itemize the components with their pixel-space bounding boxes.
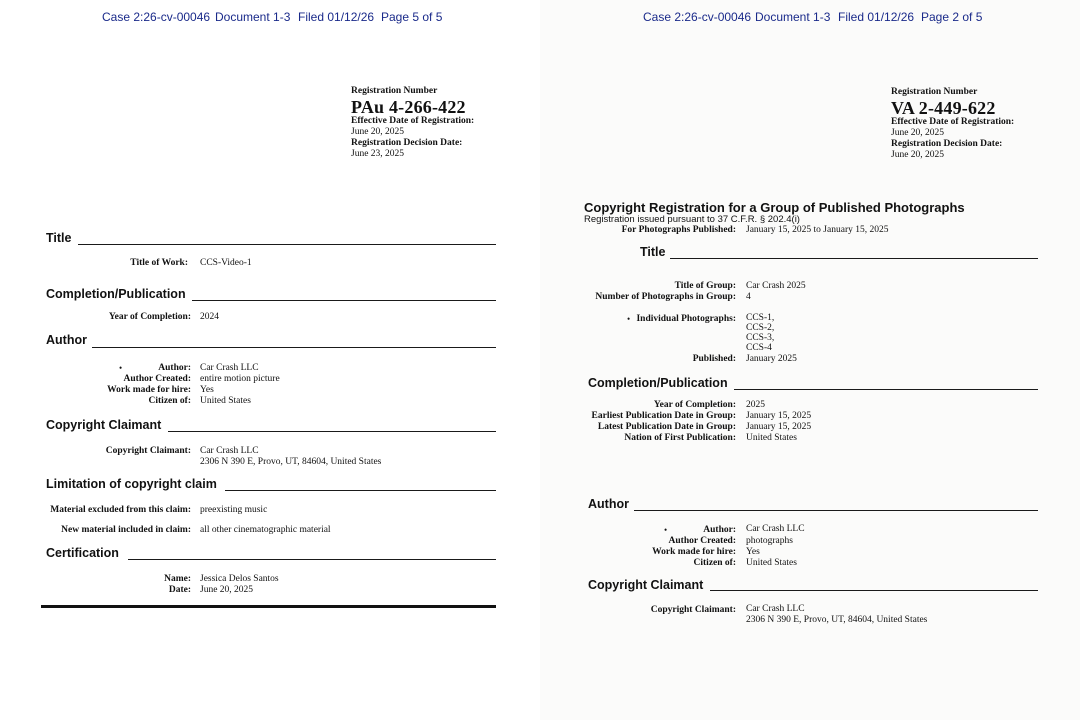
latest-publication-date: January 15, 2025 xyxy=(746,422,812,432)
claimant-address: 2306 N 390 E, Provo, UT, 84604, United States xyxy=(200,457,382,467)
certifier-name: Jessica Delos Santos xyxy=(200,574,279,584)
nation-first-publication-label: Nation of First Publication: xyxy=(624,433,736,443)
section-rule xyxy=(634,510,1038,511)
citizen-of: United States xyxy=(200,396,251,406)
decision-date: June 20, 2025 xyxy=(891,150,945,160)
individual-photographs-label: Individual Photographs: xyxy=(636,314,736,324)
photographs-published-label: For Photographs Published: xyxy=(621,225,736,235)
page-number: Page 5 of 5 xyxy=(381,10,443,24)
year-of-completion: 2024 xyxy=(200,312,219,322)
list-bullet: • xyxy=(664,525,668,535)
title-of-group-label: Title of Group: xyxy=(674,281,736,291)
section-rule xyxy=(734,389,1038,390)
title-of-work: CCS-Video-1 xyxy=(200,258,252,268)
section-author-heading: Author xyxy=(588,497,629,511)
section-title-heading: Title xyxy=(640,245,666,259)
section-rule xyxy=(128,559,496,560)
published-label: Published: xyxy=(692,354,736,364)
material-excluded-label: Material excluded from this claim: xyxy=(50,505,191,515)
section-claimant-heading: Copyright Claimant xyxy=(46,418,162,432)
effective-date: June 20, 2025 xyxy=(891,128,945,138)
filed-date: Filed 01/12/26 xyxy=(298,10,375,24)
section-rule xyxy=(670,258,1038,259)
page-number: Page 2 of 5 xyxy=(921,10,983,24)
section-rule xyxy=(192,300,496,301)
claimant-address: 2306 N 390 E, Provo, UT, 84604, United States xyxy=(746,615,928,625)
citizen-of: United States xyxy=(746,558,797,568)
citizen-label: Citizen of: xyxy=(693,558,736,568)
author-name: Car Crash LLC xyxy=(200,363,259,373)
new-material-label: New material included in claim: xyxy=(61,525,191,535)
section-completion-heading: Completion/Publication xyxy=(588,376,728,390)
latest-publication-label: Latest Publication Date in Group: xyxy=(597,422,736,432)
section-rule xyxy=(225,490,496,491)
document-number: Document 1-3 xyxy=(215,10,291,24)
section-title-heading: Title xyxy=(46,231,72,245)
photographs-published-range: January 15, 2025 to January 15, 2025 xyxy=(746,225,889,235)
section-rule xyxy=(78,244,496,245)
registration-number-label: Registration Number xyxy=(351,86,438,96)
individual-photo: CCS-2, xyxy=(746,323,775,333)
registration-number: PAu 4-266-422 xyxy=(351,97,466,117)
work-for-hire: Yes xyxy=(746,547,760,557)
certification-date-label: Date: xyxy=(168,585,191,595)
decision-date-label: Registration Decision Date: xyxy=(351,138,463,148)
case-number: Case 2:26-cv-00046 xyxy=(102,10,211,24)
title-of-group: Car Crash 2025 xyxy=(746,281,806,291)
published-date: January 2025 xyxy=(746,354,797,364)
copyright-claimant-label: Copyright Claimant: xyxy=(650,605,736,615)
year-of-completion: 2025 xyxy=(746,400,765,410)
list-bullet: • xyxy=(627,314,631,324)
nation-first-publication: United States xyxy=(746,433,797,443)
registration-number: VA 2-449-622 xyxy=(891,98,996,118)
registration-number-label: Registration Number xyxy=(891,87,978,97)
title-of-work-label: Title of Work: xyxy=(130,258,188,268)
filed-date: Filed 01/12/26 xyxy=(838,10,915,24)
section-rule xyxy=(168,431,496,432)
section-rule xyxy=(92,347,496,348)
individual-photo: CCS-4 xyxy=(746,343,772,353)
section-rule xyxy=(710,590,1038,591)
section-limitation-heading: Limitation of copyright claim xyxy=(46,477,217,491)
effective-date: June 20, 2025 xyxy=(351,127,405,137)
decision-date-label: Registration Decision Date: xyxy=(891,139,1003,149)
group-registration-subtitle: Registration issued pursuant to 37 C.F.R. § 202.4(i) xyxy=(584,214,800,225)
certifier-name-label: Name: xyxy=(164,574,191,584)
document-number: Document 1-3 xyxy=(755,10,831,24)
work-for-hire-label: Work made for hire: xyxy=(652,547,736,557)
right-document-page xyxy=(540,0,1080,720)
citizen-label: Citizen of: xyxy=(148,396,191,406)
work-for-hire: Yes xyxy=(200,385,214,395)
author-created: entire motion picture xyxy=(200,374,280,384)
year-of-completion-label: Year of Completion: xyxy=(653,400,736,410)
individual-photo: CCS-3, xyxy=(746,333,775,343)
author-created-label: Author Created: xyxy=(123,374,191,384)
photo-count-label: Number of Photographs in Group: xyxy=(595,292,736,302)
group-registration-title: Copyright Registration for a Group of Published Photographs xyxy=(584,200,965,215)
decision-date: June 23, 2025 xyxy=(351,149,405,159)
author-label: Author: xyxy=(158,363,191,373)
effective-date-label: Effective Date of Registration: xyxy=(351,116,475,126)
case-number: Case 2:26-cv-00046 xyxy=(643,10,752,24)
author-name: Car Crash LLC xyxy=(746,524,805,534)
material-excluded: preexisting music xyxy=(200,505,268,515)
earliest-publication-label: Earliest Publication Date in Group: xyxy=(591,411,736,421)
claimant-name: Car Crash LLC xyxy=(746,604,805,614)
author-created-label: Author Created: xyxy=(668,536,736,546)
copyright-claimant-label: Copyright Claimant: xyxy=(105,446,191,456)
work-for-hire-label: Work made for hire: xyxy=(107,385,191,395)
author-created: photographs xyxy=(746,536,793,546)
individual-photo: CCS-1, xyxy=(746,313,775,323)
certification-date: June 20, 2025 xyxy=(200,585,254,595)
section-claimant-heading: Copyright Claimant xyxy=(588,578,704,592)
section-completion-heading: Completion/Publication xyxy=(46,287,186,301)
effective-date-label: Effective Date of Registration: xyxy=(891,117,1015,127)
section-author-heading: Author xyxy=(46,333,87,347)
earliest-publication-date: January 15, 2025 xyxy=(746,411,812,421)
photo-count: 4 xyxy=(746,292,751,302)
year-of-completion-label: Year of Completion: xyxy=(108,312,191,322)
list-bullet: • xyxy=(119,363,123,373)
end-of-document-rule xyxy=(41,605,496,608)
claimant-name: Car Crash LLC xyxy=(200,446,259,456)
section-certification-heading: Certification xyxy=(46,546,119,560)
author-label: Author: xyxy=(703,525,736,535)
new-material: all other cinematographic material xyxy=(200,525,331,535)
